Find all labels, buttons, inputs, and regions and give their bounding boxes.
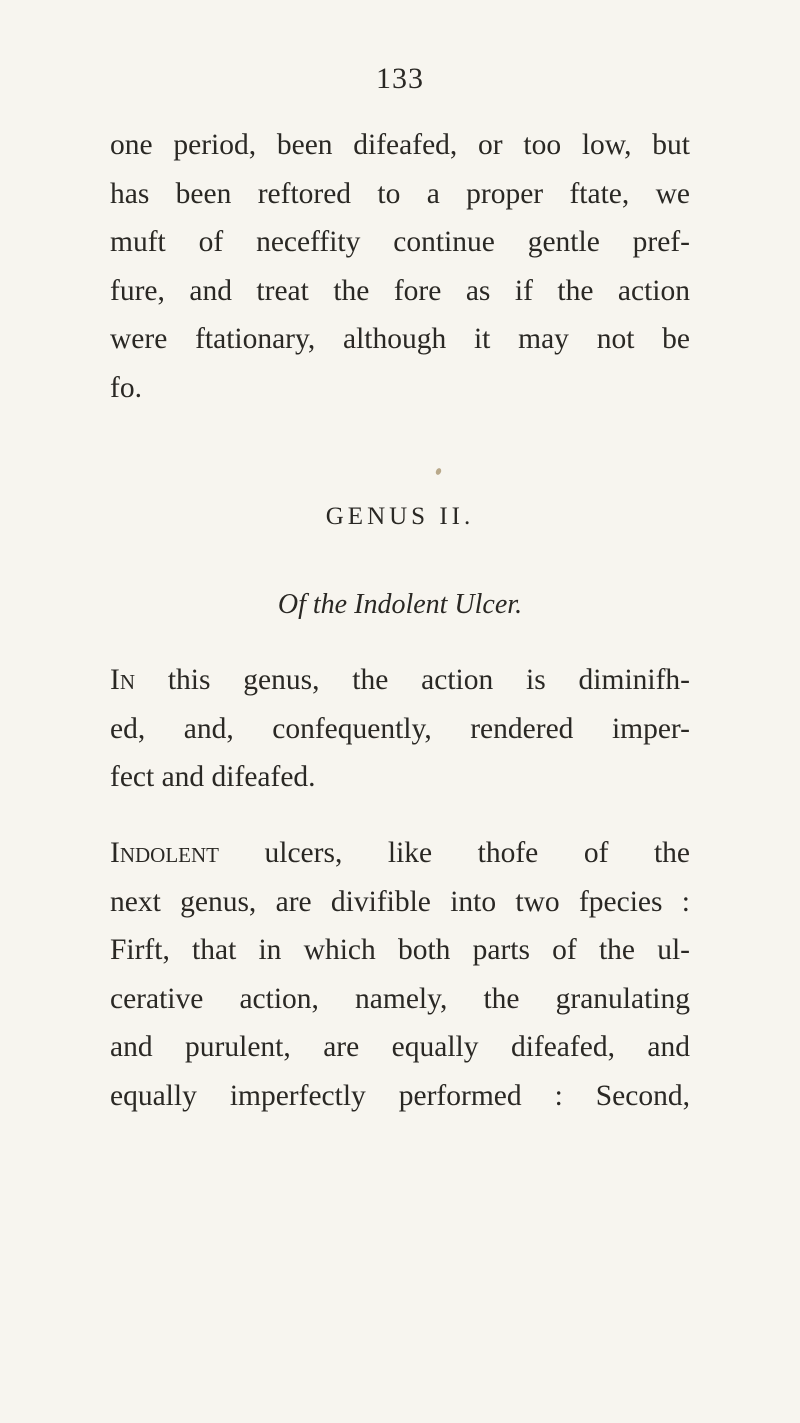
lead-line-rest: ulcers, like thofe of the [218,837,690,869]
text-line: cerative action, namely, the granulating [110,982,690,1015]
text-line: equally imperfectly performed : Second, [110,1079,690,1112]
text-line: fo. [110,371,142,404]
page-number: 133 [376,62,424,95]
text-line: Firft, that in which both parts of the ul- [110,934,690,966]
text-line: fure, and treat the fore as if the action [110,274,690,307]
text-line: and purulent, are equally difeafed, and [110,1031,690,1063]
paragraph-3 [110,829,690,1120]
paragraph-1 [110,121,690,412]
lead-line-rest: this genus, the action is diminifh- [135,664,690,696]
ink-speck [435,467,442,475]
text-line-first [110,656,690,705]
text-line: fect and difeafed. [110,761,316,793]
lead-word: Indolent [110,837,219,869]
text-line-first [110,829,690,878]
lead-word: In [110,664,135,696]
section-subheading: Of the Indolent Ulcer. [277,589,523,620]
text-line: ed, and, confequently, rendered imper- [110,712,690,745]
text-line: were ftationary, although it may not be [110,323,690,355]
text-line: next genus, are divifible into two fpecies : [110,885,690,918]
text-line: muft of neceffity continue gentle pref- [110,226,690,258]
text-line: has been reftored to a proper ftate, we [110,177,690,210]
section-heading: GENUS II. [325,503,475,530]
paragraph-2 [110,656,690,802]
text-line: one period, been difeafed, or too low, but [110,129,690,161]
